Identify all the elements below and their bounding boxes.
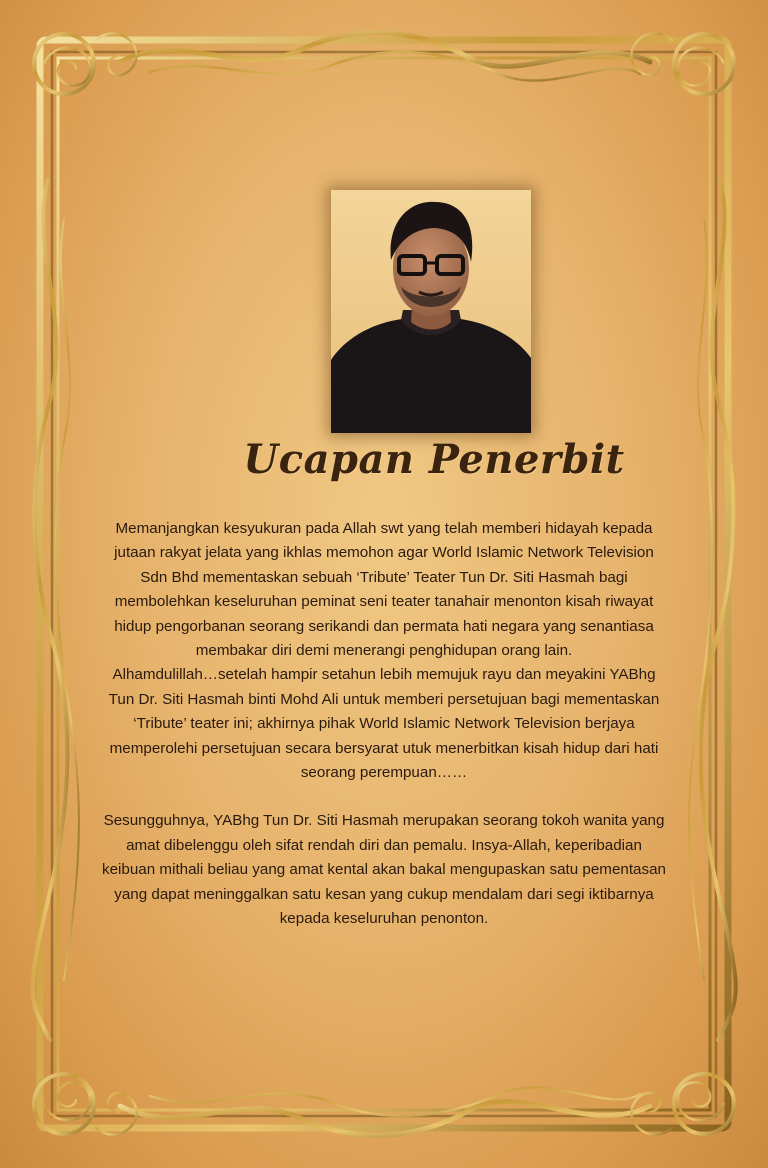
page-title: Ucapan Penerbit [243,436,625,483]
foreword-body [100,517,668,932]
paragraph-3: Sesungguhnya, YABhg Tun Dr. Siti Hasmah merupakan seorang tokoh wanita yang amat dibelenggu oleh sifat rendah diri dan pemalu. Insya-Allah, keperibadian keibuan mithali beliau yang amat kental akan bakal mengupaskan satu pementasan yang dapat meninggalkan satu kesan yang cukup mendalam dari segi iktibarnya kepada keseluruhan penonton. [102,812,666,928]
paragraph-2: Alhamdulillah…setelah hampir setahun lebih memujuk rayu dan meyakini YABhg Tun Dr. Siti Hasmah binti Mohd Ali untuk memberi persetujuan bagi mementaskan ‘Tribute’ teater ini; akhirnya pihak World Islamic Network Television berjaya memperolehi persetujuan secara bersyarat utuk menerbitkan kisah hidup dari hati seorang perempuan…… [108,666,660,782]
paragraph-1: Memanjangkan kesyukuran pada Allah swt yang telah memberi hidayah kepada jutaan rakyat jelata yang ikhlas memohon agar World Islamic Network Television Sdn Bhd mementaskan sebuah ‘Tribute’ Teater Tun Dr. Siti Hasmah bagi membolehkan keseluruhan peminat seni teater tanahair menonton kisah riwayat hidup pengorbanan seorang serikandi dan permata hati negara yang senantiasa membakar diri demi menerangi penghidupan orang lain. [114,520,654,660]
author-portrait [331,190,531,433]
paragraph-spacer [100,785,668,809]
